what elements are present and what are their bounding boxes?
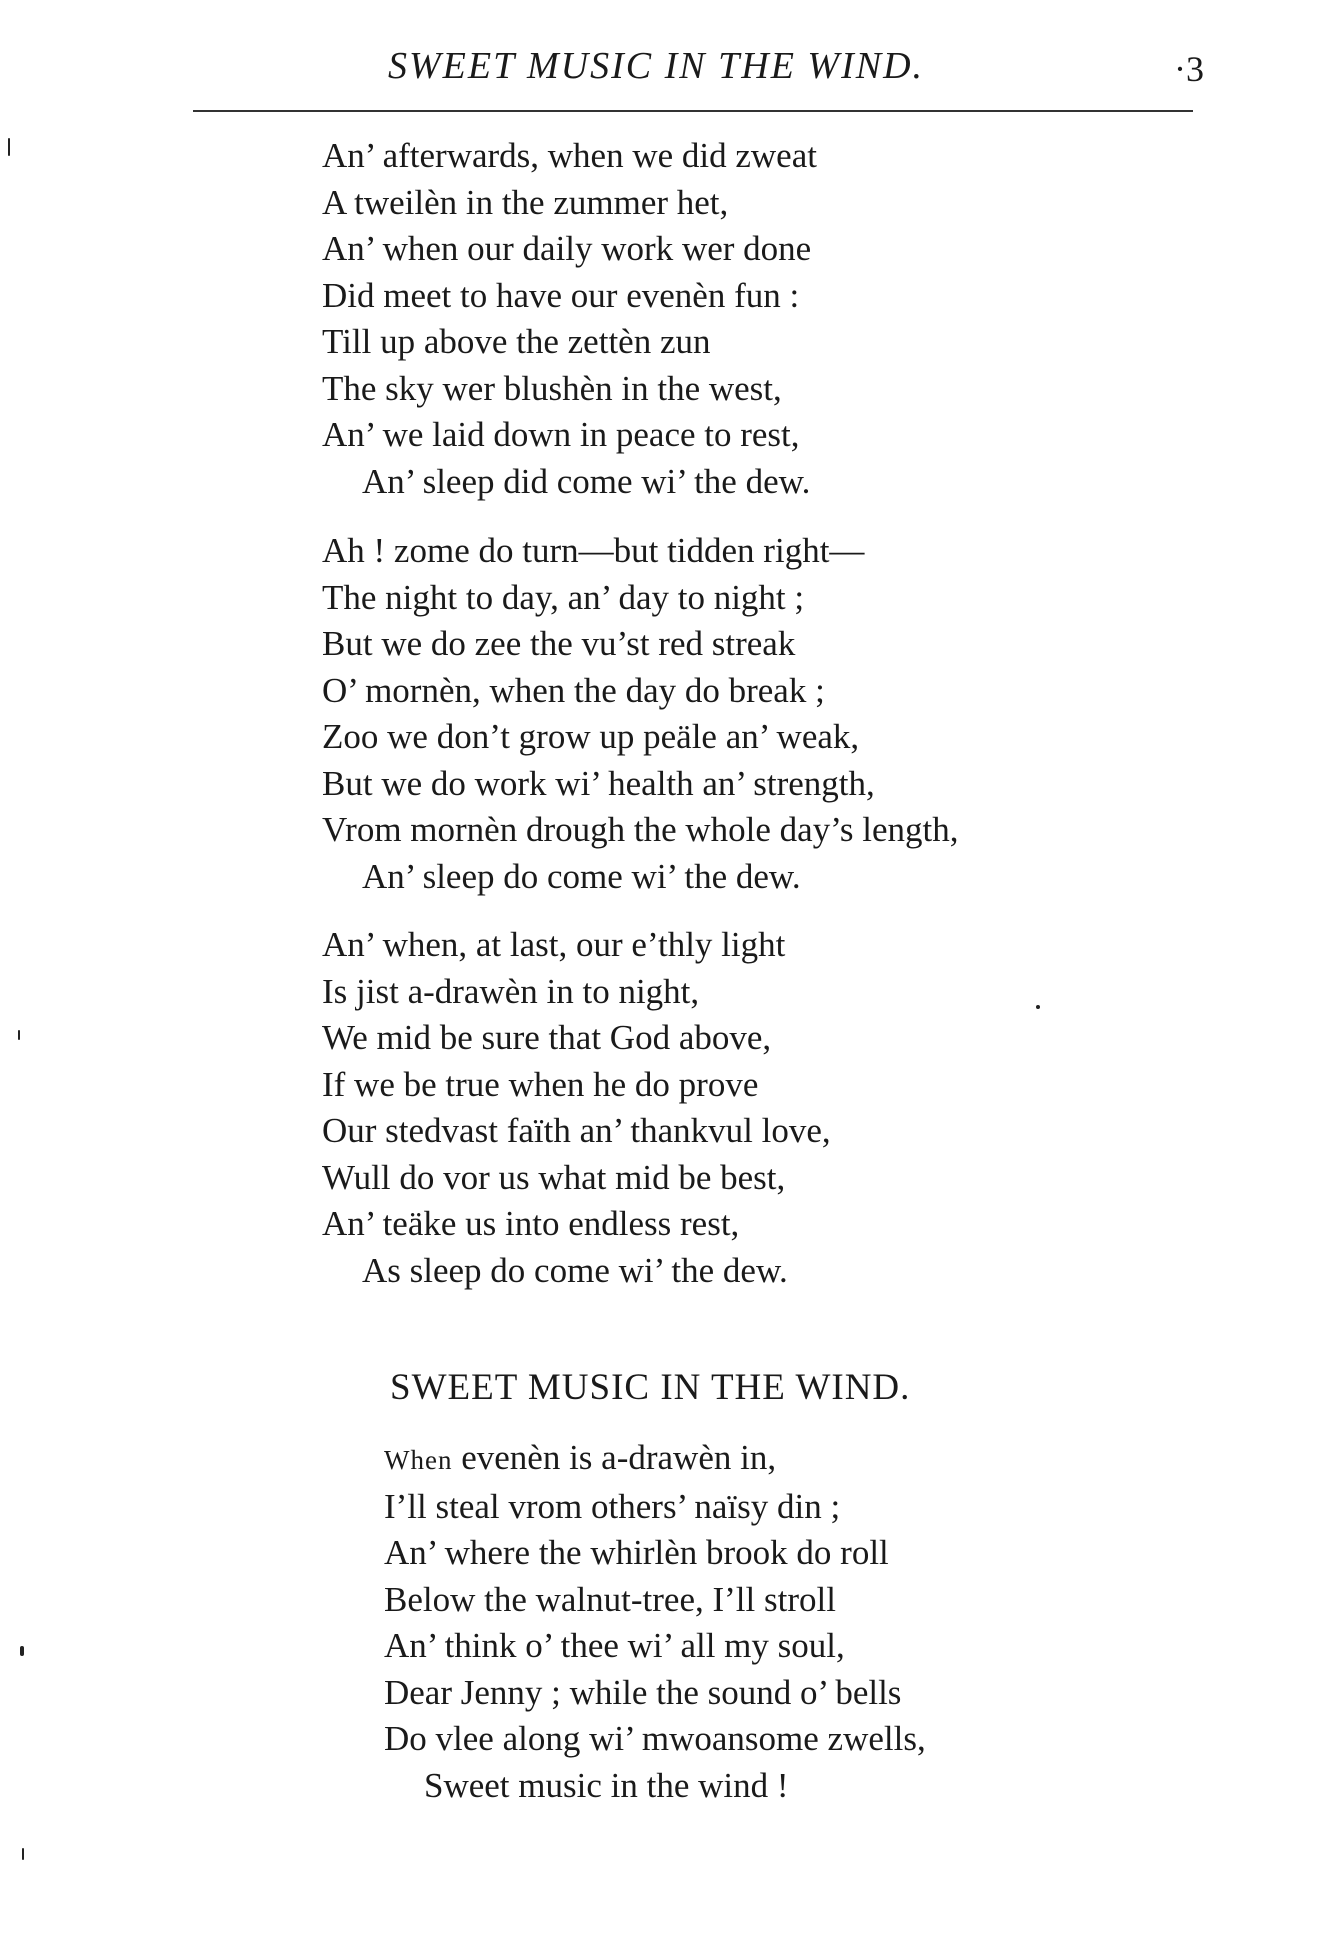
scan-speck <box>20 1646 24 1656</box>
poem-line: I’ll steal vrom others’ naïsy din ; <box>384 1486 841 1526</box>
scan-speck <box>8 138 10 156</box>
poem-line: An’ think o’ thee wi’ all my soul, <box>384 1626 845 1665</box>
poem-line: Till up above the zettèn zun <box>322 322 711 361</box>
poem-refrain: As sleep do come wi’ the dew. <box>362 1250 788 1290</box>
stanza <box>322 922 831 1294</box>
poem-line: Our stedvast faïth an’ thankvul love, <box>322 1111 831 1150</box>
running-title: SWEET MUSIC IN THE WIND. <box>388 45 925 87</box>
poem-line: If we be true when he do prove <box>322 1064 759 1104</box>
poem-refrain: Sweet music in the wind ! <box>424 1765 789 1805</box>
poem-line: The night to day, an’ day to night ; <box>322 577 805 617</box>
small-caps-opening: When <box>384 1445 453 1475</box>
poem-line: O’ mornèn, when the day do break ; <box>322 670 825 710</box>
poem-line: But we do work wi’ health an’ strength, <box>322 763 875 803</box>
scan-speck <box>18 1030 20 1040</box>
poem-first-line <box>384 1435 926 1484</box>
poem-line: An’ where the whirlèn brook do roll <box>384 1533 889 1572</box>
poem-line: Did meet to have our evenèn fun : <box>322 275 800 315</box>
page-number: ·3 <box>1174 49 1204 89</box>
running-head <box>0 44 1322 94</box>
scan-speck <box>1036 1005 1040 1009</box>
poem-line: An’ afterwards, when we did zweat <box>322 136 817 175</box>
poem-line: An’ teäke us into endless rest, <box>322 1204 740 1243</box>
poem-refrain: An’ sleep did come wi’ the dew. <box>362 461 811 501</box>
poem-line: An’ when, at last, our e’thly light <box>322 925 786 964</box>
poem-line: But we do zee the vu’st red streak <box>322 624 796 663</box>
poem-line: Do vlee along wi’ mwoansome zwells, <box>384 1719 926 1758</box>
poem-refrain: An’ sleep do come wi’ the dew. <box>362 856 801 896</box>
poem-line: Dear Jenny ; while the sound o’ bells <box>384 1672 902 1712</box>
first-line-text: evenèn is a-drawèn in, <box>452 1438 777 1477</box>
poem-line: Vrom mornèn drough the whole day’s length, <box>322 810 959 849</box>
stanza <box>322 133 817 505</box>
poem-line: The sky wer blushèn in the west, <box>322 368 782 408</box>
poem-line: Ah ! zome do turn—but tidden right— <box>322 531 865 570</box>
poem-line: An’ when our daily work wer done <box>322 229 812 268</box>
poem-title: SWEET MUSIC IN THE WIND. <box>390 1367 911 1408</box>
poem-line: Zoo we don’t grow up peäle an’ weak, <box>322 717 860 756</box>
poem-line: An’ we laid down in peace to rest, <box>322 415 800 454</box>
scan-speck <box>22 1848 24 1860</box>
poem-line: We mid be sure that God above, <box>322 1018 772 1057</box>
poem-line: Wull do vor us what mid be best, <box>322 1157 786 1197</box>
poem-line: A tweilèn in the zummer het, <box>322 182 729 222</box>
header-rule <box>193 110 1193 112</box>
stanza <box>384 1435 926 1809</box>
poem-line: Below the walnut-tree, I’ll stroll <box>384 1579 836 1619</box>
stanza <box>322 528 959 900</box>
poem-line: Is jist a-drawèn in to night, <box>322 971 700 1011</box>
